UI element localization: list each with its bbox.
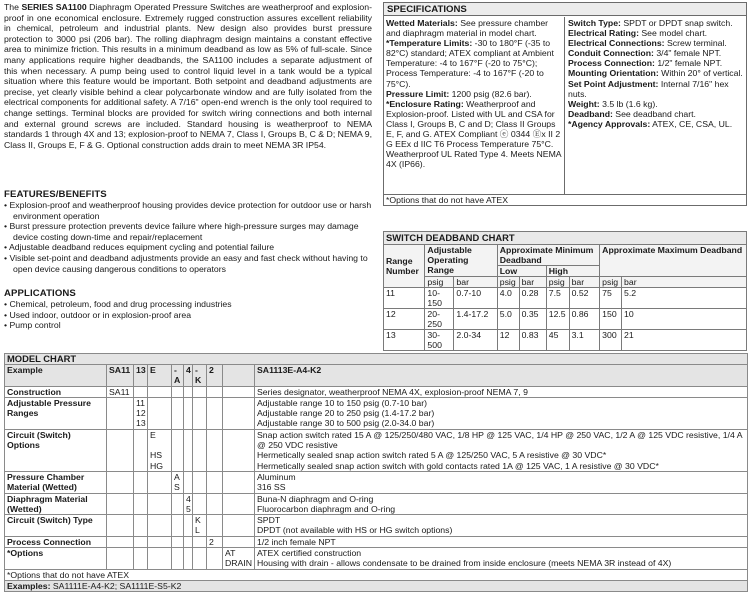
unit-cell: bar [519, 277, 546, 288]
features-list [4, 200, 374, 274]
applications-title: APPLICATIONS [4, 288, 76, 299]
applications-list [4, 299, 374, 331]
unit-cell: bar [569, 277, 600, 288]
unit-cell: psig [497, 277, 519, 288]
feature-item: • Adjustable deadband reduces equipment cycling and potential failure [4, 242, 275, 253]
unit-cell: bar [454, 277, 497, 288]
specifications-box [383, 2, 747, 206]
application-item: • Used indoor, outdoor or in explosion-proof area [4, 309, 192, 320]
spec-item: Wetted Materials: See pressure chamber and diaphragm material in model chart. [386, 18, 549, 39]
deadband-row: 12 20-250 1.4-17.2 5.0 0.35 12.5 0.86 150 10 [384, 309, 747, 330]
spec-item: Deadband: See deadband chart. [568, 108, 696, 119]
model-row-chamber: Pressure Chamber Material (Wetted) A S Aluminum 316 SS [5, 471, 748, 493]
application-item: • Chemical, petroleum, food and drug processing industries [4, 299, 232, 309]
deadband-row: 13 30-500 2.0-34 12 0.83 45 3.1 300 21 [384, 330, 747, 351]
low-header: Low [497, 266, 546, 277]
spec-left-column [384, 17, 565, 194]
spec-right-column [566, 17, 747, 130]
spec-item: Electrical Connections: Screw terminal. [568, 38, 727, 49]
spec-item: *Temperature Limits: -30 to 180°F (-35 to 82°C) standard; ATEX compliant at Ambient Temperature: -4 to 167°F (-20 to 75°C); Process Temperature: -4 to 167°F (-20 to 75°C). [386, 38, 554, 89]
spec-footnote: *Options that do not have ATEX [384, 194, 746, 206]
model-row-process: Process Connection 2 1/2 inch female NPT [5, 536, 748, 547]
spec-item: Set Point Adjustment: Internal 7/16" hex nuts. [568, 78, 729, 99]
spec-item: *Agency Approvals: ATEX, CE, CSA, UL. [568, 118, 733, 129]
model-footnote: *Options that do not have ATEX [5, 569, 748, 580]
feature-item: • Burst pressure protection prevents device failure where high-pressure surges may damage device costing down-time and repair/replacement [4, 221, 359, 242]
high-header: High [546, 266, 599, 277]
specifications-title: SPECIFICATIONS [384, 3, 746, 16]
model-example-row: Example SA11 13 E -A 4 -K 2 SA1113E-A4-K2 [5, 365, 748, 387]
spec-item: Switch Type: SPDT or DPDT snap switch. [568, 18, 733, 28]
application-item: • Pump control [4, 320, 61, 331]
spec-item: Mounting Orientation: Within 20° of vertical. [568, 68, 743, 79]
spec-item: Process Connection: 1/2" female NPT. [568, 58, 723, 69]
spec-item: Electrical Rating: See model chart. [568, 28, 708, 39]
model-row-switch-type: Circuit (Switch) Type K L SPDT DPDT (not available with HS or HG switch options) [5, 515, 748, 537]
spec-item: Pressure Limit: 1200 psig (82.6 bar). [386, 88, 532, 99]
max-deadband-header: Approximate Maximum Deadband [600, 245, 747, 277]
model-row-construction: Construction SA11 Series designator, weatherproof NEMA 4X, explosion-proof NEMA 7, 9 [5, 386, 748, 397]
spec-item: Weight: 3.5 lb (1.6 kg). [568, 98, 658, 109]
feature-item: • Visible set-point and deadband adjustments provide an easy and fast check without having to open device causing dangerous conditions to operators [4, 252, 368, 274]
series-name: SERIES SA1100 [21, 2, 87, 12]
adjustable-range-header: Adjustable Operating Range [425, 245, 497, 277]
intro-text: Diaphragm Operated Pressure Switches are weatherproof and explosion-proof in one economical enclosure. Extremely rugged construction assures excellent reliability in chemical, petroleum and industrial plants. New design also provides burst pressure protection to 3000 psi (206 bar). The rolling diaphragm design maintains a constant effective area to minimize friction. This results in a minimum deadband as low as 5% of full-scale. Since many applications require higher deadbands, the SA1100 includes a separate adjustment of this when necessary. A pump being used to control liquid level in a tank would be a typical situation where this feature would be important. Both setpoint and deadband adjustments are precise, yet clearly visible behind a clear polycarbonate window and are fully isolated from the electrical components for additional safety. A 7/16" open-end wrench is the only tool required to change settings. Terminal blocks are provided for switch wiring connections and both internal and external ground screws are included. Standard housing is weatherproof to NEMA standards 1 through 4X and 13; explosion-proof to NEMA 7, Class I, Groups B, C & D; NEMA 9, Class II, Groups E, F & G. Optional construction adds drain to meet NEMA 3R IP54. [4, 2, 372, 150]
unit-cell: psig [600, 277, 622, 288]
range-number-header: Range Number [384, 245, 425, 288]
deadband-row: 11 10-150 0.7-10 4.0 0.28 7.5 0.52 75 5.2 [384, 288, 747, 309]
model-row-options: *Options AT DRAIN ATEX certified construction Housing with drain - allows condensate to be drained from inside enclosure (meets NEMA 3R instead of 4X) [5, 548, 748, 570]
spec-item: Conduit Connection: 3/4" female NPT. [568, 48, 722, 59]
min-deadband-header: Approximate Minimum Deadband [497, 245, 599, 266]
model-examples: Examples: SA1111E-A4-K2; SA1111E-S5-K2 [5, 580, 748, 591]
feature-item: • Explosion-proof and weatherproof housing provides device protection for outdoor use or harsh environment operation [4, 200, 372, 221]
unit-cell: psig [546, 277, 569, 288]
deadband-chart [383, 231, 747, 351]
features-title: FEATURES/BENEFITS [4, 189, 107, 200]
unit-cell: psig [425, 277, 454, 288]
model-row-pressure: Adjustable Pressure Ranges 11 12 13 Adjustable range 10 to 150 psig (0.7-10 bar) Adjustable range 20 to 250 psig (1.4-17.2 bar) Adjustable range 30 to 500 psig (2.0-34.0 bar) [5, 397, 748, 429]
model-chart [4, 353, 748, 592]
intro-paragraph [4, 2, 372, 150]
deadband-title: SWITCH DEADBAND CHART [384, 232, 747, 245]
spec-item: *Enclosure Rating: Weatherproof and Explosion-proof. Listed with UL and CSA for Class I, Groups B, C and D; Class II Groups E, F, and G. ATEX Compliant ⓔ 0344 Ⓔx II 2 G EEx d IIC T6 Process Temperature 75°C. Weatherproof UL Rated Type 4. Meets NEMA 4X (IP66). [386, 98, 562, 170]
model-row-diaphragm: Diaphragm Material (Wetted) 4 5 Buna-N diaphragm and O-ring Fluorocarbon diaphragm and O-ring [5, 493, 748, 515]
model-row-circuit-options: Circuit (Switch) Options E HS HG Snap action switch rated 15 A @ 125/250/480 VAC, 1/8 HP @ 125 VAC, 1/4 HP @ 250 VAC, 1/2 A @ 125 VDC resistive, 1/4 A @ 250 VDC resistive Hermetically sealed snap action switch rated 5 A @ 125/250 VAC, 5 A resistive @ 30 VDC* Hermetically sealed snap action switch with gold contacts rated 1A @ 125 VAC, 1 A resistive @ 30 VDC* [5, 429, 748, 471]
model-chart-title: MODEL CHART [5, 354, 748, 365]
unit-cell: bar [622, 277, 747, 288]
intro-lead: The [4, 2, 22, 12]
